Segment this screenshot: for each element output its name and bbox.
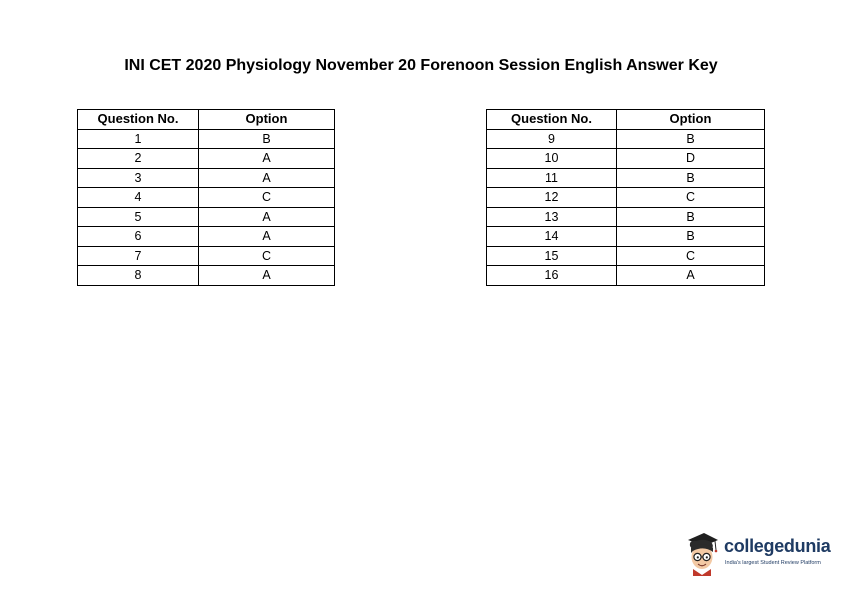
answer-option: C — [199, 246, 335, 266]
page-title: INI CET 2020 Physiology November 20 Forenoon Session English Answer Key — [124, 57, 718, 74]
answer-option: C — [617, 246, 765, 266]
collegedunia-logo — [684, 530, 834, 580]
question-number: 3 — [78, 168, 199, 188]
answer-option: B — [617, 227, 765, 247]
table-row — [78, 168, 335, 188]
table-row — [487, 129, 765, 149]
table-row — [78, 129, 335, 149]
answer-option: D — [617, 149, 765, 169]
logo-wordmark: collegedunia — [724, 536, 831, 556]
table-row — [78, 266, 335, 286]
column-header-option: Option — [199, 110, 335, 130]
answer-option: B — [617, 168, 765, 188]
question-number: 14 — [487, 227, 617, 247]
answer-option: A — [199, 227, 335, 247]
table-row — [78, 246, 335, 266]
answer-option: B — [617, 207, 765, 227]
table-row — [487, 168, 765, 188]
student-mascot-icon — [684, 530, 720, 576]
answer-option: B — [617, 129, 765, 149]
logo-tagline: India's largest Student Review Platform — [725, 560, 821, 566]
question-number: 11 — [487, 168, 617, 188]
table-row — [487, 149, 765, 169]
table-header-row — [78, 110, 335, 130]
table-row — [487, 246, 765, 266]
answer-option: C — [617, 188, 765, 208]
answer-option: C — [199, 188, 335, 208]
answer-option: A — [199, 207, 335, 227]
question-number: 9 — [487, 129, 617, 149]
table-header-row — [487, 110, 765, 130]
question-number: 4 — [78, 188, 199, 208]
table-row — [78, 149, 335, 169]
question-number: 16 — [487, 266, 617, 286]
answer-option: A — [617, 266, 765, 286]
column-header-question: Question No. — [78, 110, 199, 130]
table-row — [78, 207, 335, 227]
table-row — [487, 227, 765, 247]
question-number: 2 — [78, 149, 199, 169]
table-row — [487, 207, 765, 227]
answer-option: B — [199, 129, 335, 149]
table-row — [487, 188, 765, 208]
question-number: 7 — [78, 246, 199, 266]
question-number: 15 — [487, 246, 617, 266]
table-row — [78, 188, 335, 208]
question-number: 12 — [487, 188, 617, 208]
question-number: 5 — [78, 207, 199, 227]
question-number: 1 — [78, 129, 199, 149]
question-number: 6 — [78, 227, 199, 247]
answer-option: A — [199, 266, 335, 286]
answer-option: A — [199, 149, 335, 169]
column-header-option: Option — [617, 110, 765, 130]
question-number: 8 — [78, 266, 199, 286]
question-number: 13 — [487, 207, 617, 227]
table-row — [78, 227, 335, 247]
question-number: 10 — [487, 149, 617, 169]
table-row — [487, 266, 765, 286]
answer-option: A — [199, 168, 335, 188]
answer-key-table-right — [486, 109, 765, 286]
answer-key-table-left — [77, 109, 335, 286]
column-header-question: Question No. — [487, 110, 617, 130]
